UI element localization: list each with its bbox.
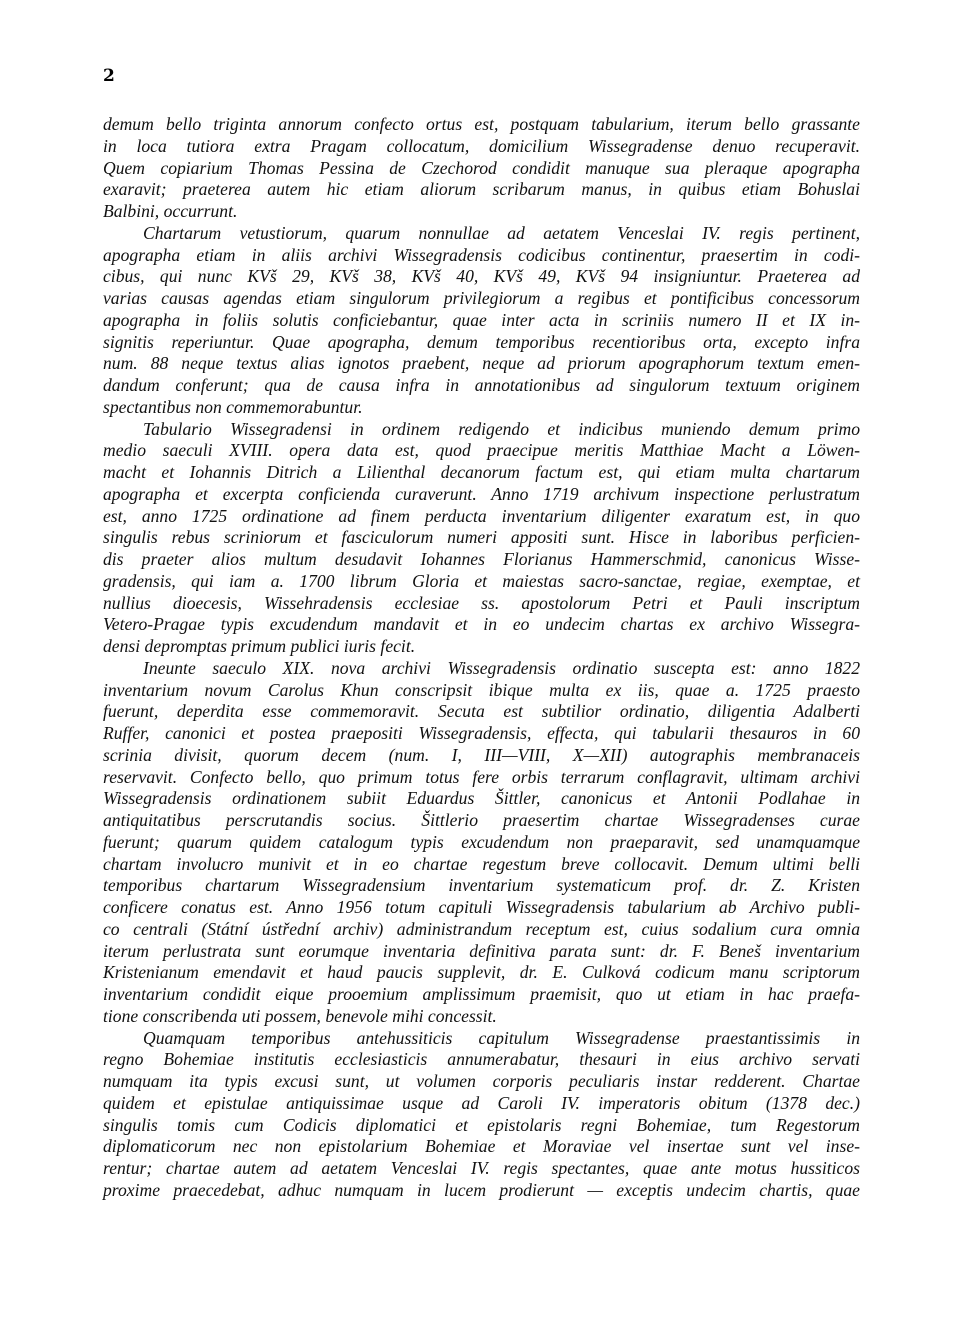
text-line: iterum perlustrata sunt eorumque inventaria definitiva parata sunt: dr. F. Beneš inventarium [103, 940, 860, 961]
text-line: apographa in foliis solutis conficiebantur, quae inter acta in scriniis numero II et IX in- [103, 309, 860, 330]
text-line: Chartarum vetustiorum, quarum nonnullae ad aetatem Venceslai IV. regis pertinent, [143, 222, 860, 243]
text-line: co centrali (Státní ústřední archiv) administrandum receptum est, cuius sodalium cura omnia [103, 918, 860, 939]
text-line: rentur; chartae autem ad aetatem Venceslai IV. regis spectantes, quae ante motus hussiticos [103, 1158, 860, 1178]
text-line: nullius dioecesis, Wissehradensis ecclesiae ss. apostolorum Petri et Pauli inscriptum [103, 592, 860, 613]
text-line: varias causas agendas etiam singulorum privilegiorum a regibus et pontificibus concessorum [103, 288, 860, 308]
page-number: 2 [103, 66, 115, 86]
text-line: num. 88 neque textus alias ignotos praebent, neque ad priorum apographorum textum emen- [103, 353, 860, 374]
text-line: antiquitatibus perscrutandis socius. Šittlerio praesertim chartae Wissegradenses curae [103, 810, 860, 830]
text-line: Quem copiarium Thomas Pessina de Czechorod condidit manuque sua pleraque apographa [103, 157, 860, 178]
text-line: numquam ita typis excusi sunt, ut volumen corporis peculiaris instar redderent. Chartae [103, 1071, 860, 1091]
text-line: Ruffer, canonici et postea praepositi Wissegradensis, effecta, qui tabularii thesauros in 60 [103, 723, 860, 743]
text-line: Tabulario Wissegradensi in ordinem redigendo et indicibus muniendo demum primo [143, 418, 860, 439]
text-line: Balbini, occurrunt. [103, 201, 238, 221]
text-line: Quamquam temporibus antehussiticis capitulum Wissegradense praestantissimis in [143, 1027, 860, 1048]
text-line: temporibus chartarum Wissegradensium inventarium systematicum prof. dr. Z. Kristen [103, 875, 860, 896]
text-line: fuerunt; quarum quidem catalogum typis excudendum non praeparavit, sed unamquamque [103, 831, 860, 852]
text-line: demum bello triginta annorum confecto ortus est, postquam tabularium, iterum bello grassante [103, 114, 860, 134]
text-line: conficere conatus est. Anno 1956 totum capituli Wissegradensis tabularium ab Archivo publi- [103, 897, 860, 917]
text-line: medio saeculi XVIII. opera data est, quod praecipue meritis Matthiae Macht a Löwen- [103, 440, 860, 461]
text-line: est, anno 1725 ordinatione ad finem perducta inventarium diligenter exaratum est, in quo [103, 505, 860, 526]
text-line: diplomaticorum nec non epistolarium Bohemiae et Moraviae vel insertae sunt vel inse- [103, 1136, 860, 1157]
text-line: Wissegradensis ordinationem subiit Eduardus Šittler, canonicus et Antonii Podlahae in [103, 788, 860, 809]
text-line: macht et Iohannis Ditrich a Lilienthal decanorum factum est, qui etiam multa chartarum [103, 462, 860, 482]
text-line: regno Bohemiae institutis ecclesiasticis annumerabatur, thesauri in eius archivo servati [103, 1049, 860, 1070]
text-line: in loca tutiora extra Pragam collocatum, domicilium Wissegradense denuo recuperavit. [103, 135, 860, 156]
text-line: inventarium novum Carolus Khun conscripsit ibique multa ex iis, quae a. 1725 praesto [103, 679, 860, 700]
text-line: cibus, qui nunc KVš 29, KVš 38, KVš 40, KVš 49, KVš 94 insigniuntur. Praeterea ad [103, 266, 860, 287]
document-body [103, 114, 860, 1202]
text-line: signitis reperiuntur. Quae apographa, demum temporibus recentioribus orta, excepto infra [103, 331, 860, 352]
text-line: dis praeter alios multum desudavit Iohannes Florianus Hammerschmid, canonicus Wisse- [103, 549, 860, 569]
text-line: inventarium condidit eique prooemium amplissimum praemisit, quo ut etiam in hac praefa- [103, 984, 860, 1004]
text-line: Ineunte saeculo XIX. nova archivi Wissegradensis ordinatio suscepta est: anno 1822 [143, 657, 860, 678]
text-line: spectantibus non commemorabuntur. [103, 396, 363, 417]
text-line: gradensis, qui iam a. 1700 librum Gloria et maiestas sacro-sanctae, regiae, exemptae, et [103, 570, 860, 591]
text-line: exaravit; praeterea autem hic etiam aliorum scribarum manus, in quibus etiam Bohuslai [103, 179, 860, 200]
text-line: singulis tomis cum Codicis diplomatici et epistolaris regni Bohemiae, tum Regestorum [103, 1114, 860, 1135]
text-line: apographa et excerpta conficienda curaverunt. Anno 1719 archivum inspectione perlustratum [103, 483, 860, 504]
text-line: apographa etiam in aliis archivi Wissegradensis codicibus continentur, praesertim in codi- [103, 244, 860, 265]
text-line: quidem et epistulae antiquissimae usque ad Caroli IV. imperatoris obitum (1378 dec.) [103, 1092, 860, 1113]
text-line: proxime praecedebat, adhuc numquam in lucem prodierunt — exceptis undecim chartis, quae [103, 1179, 860, 1200]
text-line: chartam involucro munivit et in eo chartae regestum breve collocavit. Demum ultimi belli [103, 853, 860, 874]
text-line: Kristenianum emendavit et haud paucis supplevit, dr. E. Culková codicum manu scriptorum [103, 962, 860, 983]
text-line: scrinia divisit, quorum decem (num. I, III—VIII, X—XII) autographis membranaceis [103, 744, 860, 765]
text-line: Vetero-Pragae typis excudendum mandavit et in eo undecim chartas ex archivo Wissegra- [103, 614, 860, 635]
text-line: densi depromptas primum publici iuris fecit. [103, 636, 416, 656]
text-line: tione conscribenda uti possem, benevole mihi concessit. [103, 1005, 497, 1026]
text-line: reservavit. Confecto bello, quo primum totus fere orbis terrarum conflagravit, ultimam archivi [103, 766, 860, 787]
text-line: dandum conferunt; qua de causa infra in annotationibus ad singulorum textuum originem [103, 375, 860, 395]
text-line: singulis rebus scriniorum et fasciculorum numeri appositi sunt. Hisce in laboribus perficien- [103, 527, 860, 548]
text-line: fuerunt, deperdita esse commemoravit. Secuta est subtilior ordinatio, diligentia Adalberti [103, 701, 860, 722]
